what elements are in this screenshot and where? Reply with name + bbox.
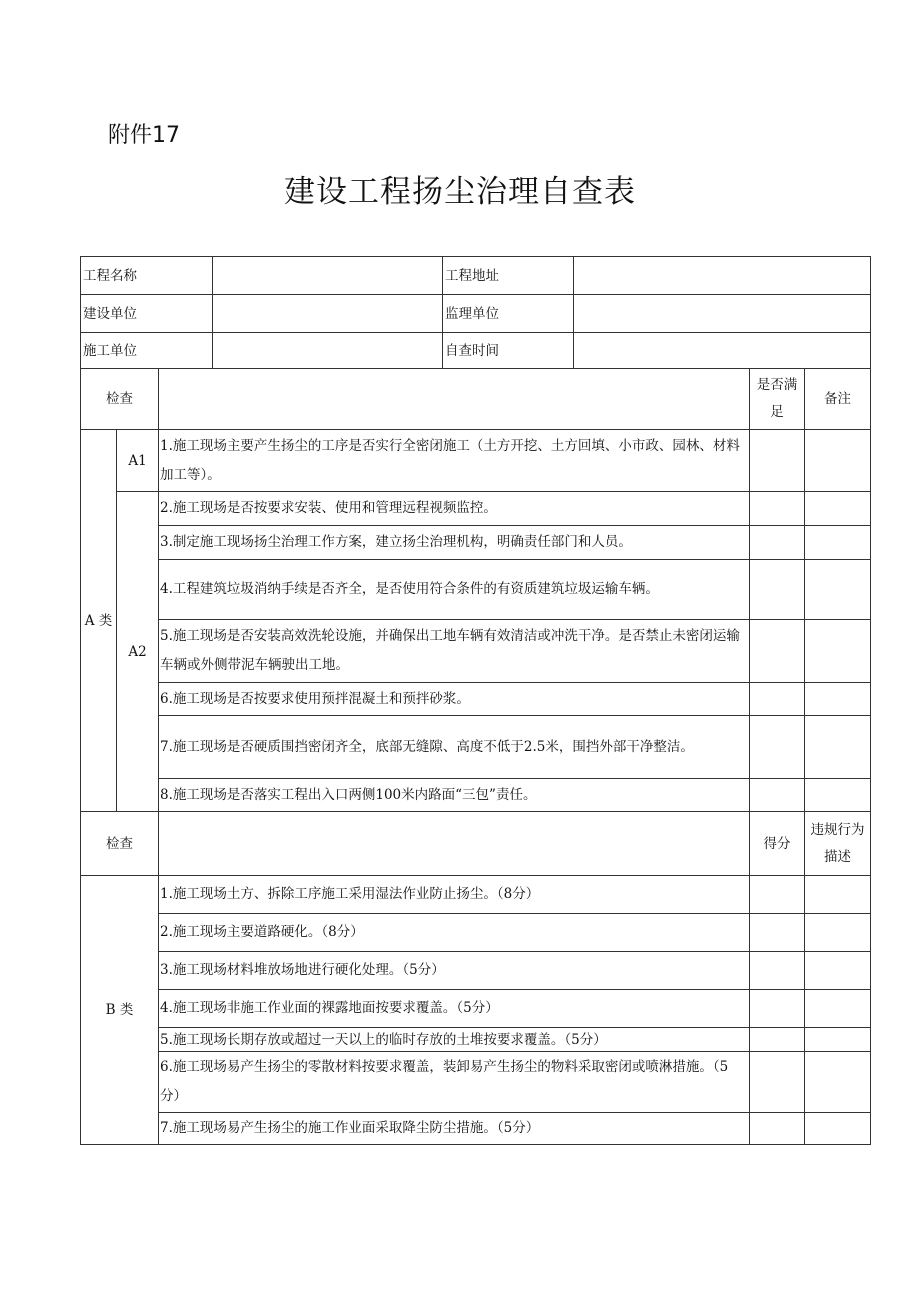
satisfied-cell[interactable]	[750, 430, 805, 492]
check-item: 6.施工现场是否按要求使用预拌混凝土和预拌砂浆。	[159, 683, 750, 716]
violation-cell[interactable]	[805, 1052, 871, 1113]
remark-cell[interactable]	[805, 492, 871, 526]
group-a1: A1	[117, 430, 159, 492]
check-item: 2.施工现场主要道路硬化。（8分）	[159, 914, 750, 952]
project-address-value[interactable]	[574, 257, 871, 295]
check-item: 4.工程建筑垃圾消纳手续是否齐全，是否使用符合条件的有资质建筑垃圾运输车辆。	[159, 560, 750, 620]
project-name-label: 工程名称	[81, 257, 213, 295]
table-row	[81, 430, 871, 492]
info-row	[81, 257, 871, 295]
header-check: 检查	[81, 369, 159, 430]
check-time-value[interactable]	[574, 333, 871, 369]
violation-cell[interactable]	[805, 914, 871, 952]
check-item: 2.施工现场是否按要求安装、使用和管理远程视频监控。	[159, 492, 750, 526]
violation-cell[interactable]	[805, 876, 871, 914]
table-row	[81, 952, 871, 990]
table-row	[81, 914, 871, 952]
violation-cell[interactable]	[805, 1028, 871, 1052]
check-item: 4.施工现场非施工作业面的裸露地面按要求覆盖。（5分）	[159, 990, 750, 1028]
check-item: 7.施工现场易产生扬尘的施工作业面采取降尘防尘措施。（5分）	[159, 1113, 750, 1145]
violation-cell[interactable]	[805, 1113, 871, 1145]
remark-cell[interactable]	[805, 430, 871, 492]
check-item: 1.施工现场土方、拆除工序施工采用湿法作业防止扬尘。（8分）	[159, 876, 750, 914]
score-cell[interactable]	[750, 1113, 805, 1145]
check-item: 6.施工现场易产生扬尘的零散材料按要求覆盖，装卸易产生扬尘的物料采取密闭或喷淋措施。（5分）	[159, 1052, 750, 1113]
header-satisfied: 是否满足	[750, 369, 805, 430]
check-time-label: 自查时间	[443, 333, 574, 369]
satisfied-cell[interactable]	[750, 560, 805, 620]
header-remark: 备注	[805, 369, 871, 430]
table-row	[81, 990, 871, 1028]
table-row	[81, 876, 871, 914]
check-item: 5.施工现场长期存放或超过一天以上的临时存放的土堆按要求覆盖。（5分）	[159, 1028, 750, 1052]
section-a-header	[81, 369, 871, 430]
table-row	[81, 526, 871, 560]
check-item: 3.施工现场材料堆放场地进行硬化处理。（5分）	[159, 952, 750, 990]
section-b-header	[81, 812, 871, 876]
satisfied-cell[interactable]	[750, 716, 805, 779]
remark-cell[interactable]	[805, 716, 871, 779]
group-a2: A2	[117, 492, 159, 812]
satisfied-cell[interactable]	[750, 526, 805, 560]
score-cell[interactable]	[750, 1028, 805, 1052]
project-address-label: 工程地址	[443, 257, 574, 295]
category-a: A 类	[81, 430, 117, 812]
violation-cell[interactable]	[805, 952, 871, 990]
violation-cell[interactable]	[805, 990, 871, 1028]
table-row	[81, 1052, 871, 1113]
table-row	[81, 716, 871, 779]
score-cell[interactable]	[750, 952, 805, 990]
header-check: 检查	[81, 812, 159, 876]
self-check-table	[80, 256, 871, 1145]
header-score: 得分	[750, 812, 805, 876]
header-blank	[159, 812, 750, 876]
score-cell[interactable]	[750, 876, 805, 914]
check-item: 3.制定施工现场扬尘治理工作方案，建立扬尘治理机构，明确责任部门和人员。	[159, 526, 750, 560]
table-row	[81, 779, 871, 812]
score-cell[interactable]	[750, 914, 805, 952]
check-item: 7.施工现场是否硬质围挡密闭齐全，底部无缝隙、高度不低于2.5米，围挡外部干净整洁。	[159, 716, 750, 779]
construction-unit-label: 建设单位	[81, 295, 213, 333]
check-item: 5.施工现场是否安装高效洗轮设施，并确保出工地车辆有效清洁或冲洗干净。是否禁止未密闭运输车辆或外侧带泥车辆驶出工地。	[159, 620, 750, 683]
check-item: 1.施工现场主要产生扬尘的工序是否实行全密闭施工（土方开挖、土方回填、小市政、园林、材料加工等）。	[159, 430, 750, 492]
attachment-label: 附件17	[108, 123, 180, 148]
table-row	[81, 683, 871, 716]
info-row	[81, 295, 871, 333]
satisfied-cell[interactable]	[750, 492, 805, 526]
remark-cell[interactable]	[805, 620, 871, 683]
construction-unit-value[interactable]	[213, 295, 443, 333]
score-cell[interactable]	[750, 990, 805, 1028]
remark-cell[interactable]	[805, 526, 871, 560]
category-b: B 类	[81, 876, 159, 1145]
satisfied-cell[interactable]	[750, 683, 805, 716]
supervision-unit-value[interactable]	[574, 295, 871, 333]
remark-cell[interactable]	[805, 560, 871, 620]
project-name-value[interactable]	[213, 257, 443, 295]
header-violation: 违规行为描述	[805, 812, 871, 876]
header-blank	[159, 369, 750, 430]
table-row	[81, 1113, 871, 1145]
builder-unit-value[interactable]	[213, 333, 443, 369]
remark-cell[interactable]	[805, 779, 871, 812]
check-item: 8.施工现场是否落实工程出入口两侧100米内路面“三包”责任。	[159, 779, 750, 812]
page-title: 建设工程扬尘治理自查表	[284, 174, 636, 210]
builder-unit-label: 施工单位	[81, 333, 213, 369]
table-row	[81, 560, 871, 620]
remark-cell[interactable]	[805, 683, 871, 716]
table-row	[81, 492, 871, 526]
satisfied-cell[interactable]	[750, 620, 805, 683]
table-row	[81, 1028, 871, 1052]
info-row	[81, 333, 871, 369]
table-row	[81, 620, 871, 683]
satisfied-cell[interactable]	[750, 779, 805, 812]
supervision-unit-label: 监理单位	[443, 295, 574, 333]
score-cell[interactable]	[750, 1052, 805, 1113]
